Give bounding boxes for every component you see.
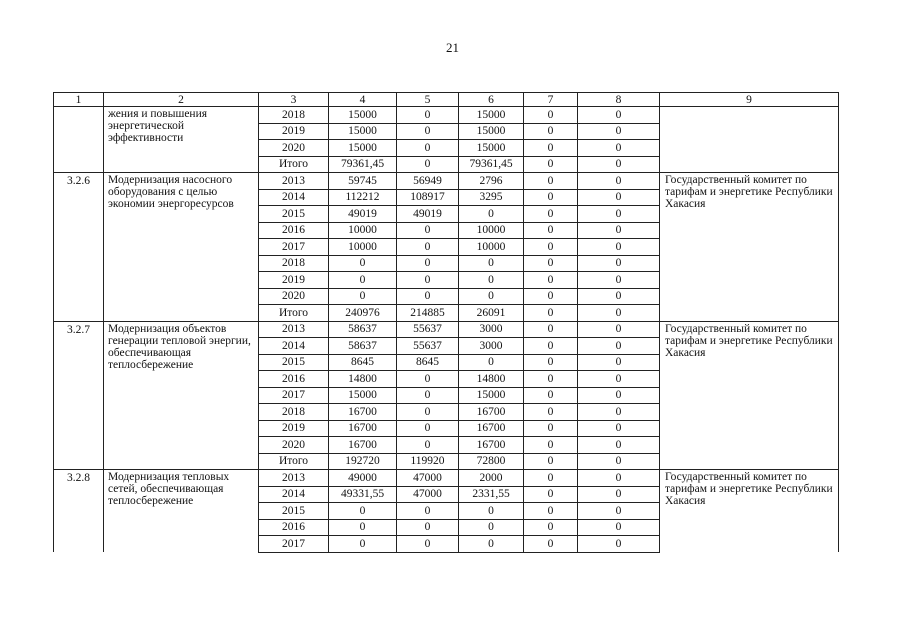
total-cell: 14800 [329,371,397,388]
year-cell: 2015 [259,503,329,520]
header-row [54,93,839,107]
regional-cell: 15000 [459,387,524,404]
municipal-cell: 0 [524,107,578,124]
regional-cell: 2000 [459,470,524,487]
municipal-cell: 0 [524,338,578,355]
federal-cell: 0 [397,371,459,388]
year-cell: 2014 [259,486,329,503]
column-header: 8 [578,93,660,107]
federal-cell: 47000 [397,470,459,487]
year-cell: 2016 [259,222,329,239]
extrabudget-cell: 0 [578,255,660,272]
federal-cell: 0 [397,420,459,437]
year-cell: 2019 [259,123,329,140]
extrabudget-cell: 0 [578,486,660,503]
total-cell: 240976 [329,305,397,322]
municipal-cell: 0 [524,486,578,503]
federal-cell: 0 [397,536,459,553]
federal-cell: 0 [397,107,459,124]
regional-cell: 2331,55 [459,486,524,503]
total-cell: 0 [329,288,397,305]
regional-cell: 26091 [459,305,524,322]
regional-cell: 0 [459,503,524,520]
extrabudget-cell: 0 [578,354,660,371]
regional-cell: 0 [459,354,524,371]
extrabudget-cell: 0 [578,140,660,157]
municipal-cell: 0 [524,371,578,388]
year-cell: 2019 [259,420,329,437]
municipal-cell: 0 [524,404,578,421]
responsible-executor: Государственный комитет по тарифам и энергетике Республики Хакасия [660,173,839,322]
item-name: Модернизация тепловых сетей, обеспечивающая теплосбережение [104,470,259,553]
total-cell: 16700 [329,437,397,454]
total-cell: 0 [329,503,397,520]
municipal-cell: 0 [524,189,578,206]
total-cell: 15000 [329,107,397,124]
regional-cell: 14800 [459,371,524,388]
item-code: 3.2.7 [54,321,104,470]
municipal-cell: 0 [524,536,578,553]
total-cell: 58637 [329,321,397,338]
regional-cell: 15000 [459,123,524,140]
regional-cell: 0 [459,519,524,536]
year-cell: 2017 [259,239,329,256]
extrabudget-cell: 0 [578,206,660,223]
total-cell: 15000 [329,123,397,140]
federal-cell: 108917 [397,189,459,206]
extrabudget-cell: 0 [578,387,660,404]
column-header: 7 [524,93,578,107]
federal-cell: 0 [397,387,459,404]
municipal-cell: 0 [524,420,578,437]
regional-cell: 16700 [459,404,524,421]
year-cell: 2017 [259,536,329,553]
municipal-cell: 0 [524,519,578,536]
year-cell: 2018 [259,255,329,272]
municipal-cell: 0 [524,470,578,487]
column-header: 6 [459,93,524,107]
total-cell: 112212 [329,189,397,206]
item-name: жения и повышения энергетической эффективности [104,107,259,173]
column-header: 9 [660,93,839,107]
year-cell: 2018 [259,107,329,124]
extrabudget-cell: 0 [578,404,660,421]
year-cell: 2015 [259,206,329,223]
extrabudget-cell: 0 [578,222,660,239]
extrabudget-cell: 0 [578,437,660,454]
federal-cell: 0 [397,239,459,256]
total-cell: 0 [329,536,397,553]
item-code: 3.2.8 [54,470,104,553]
year-cell: 2013 [259,321,329,338]
year-cell: 2020 [259,437,329,454]
regional-cell: 15000 [459,107,524,124]
total-cell: 8645 [329,354,397,371]
municipal-cell: 0 [524,272,578,289]
year-cell: 2013 [259,173,329,190]
total-cell: 10000 [329,222,397,239]
regional-cell: 0 [459,288,524,305]
regional-cell: 0 [459,206,524,223]
federal-cell: 0 [397,404,459,421]
municipal-cell: 0 [524,387,578,404]
column-header: 3 [259,93,329,107]
item-code: 3.2.6 [54,173,104,322]
federal-cell: 0 [397,272,459,289]
extrabudget-cell: 0 [578,107,660,124]
extrabudget-cell: 0 [578,321,660,338]
year-cell: 2017 [259,387,329,404]
table-row [54,321,839,338]
federal-cell: 0 [397,123,459,140]
extrabudget-cell: 0 [578,123,660,140]
extrabudget-cell: 0 [578,338,660,355]
federal-cell: 55637 [397,321,459,338]
total-cell: 15000 [329,387,397,404]
regional-cell: 16700 [459,437,524,454]
column-header: 2 [104,93,259,107]
regional-cell: 16700 [459,420,524,437]
total-cell: 49331,55 [329,486,397,503]
federal-cell: 8645 [397,354,459,371]
municipal-cell: 0 [524,503,578,520]
extrabudget-cell: 0 [578,305,660,322]
year-cell: Итого [259,305,329,322]
table-row [54,173,839,190]
federal-cell: 49019 [397,206,459,223]
responsible-executor [660,107,839,173]
federal-cell: 0 [397,140,459,157]
total-cell: 192720 [329,453,397,470]
extrabudget-cell: 0 [578,420,660,437]
total-cell: 0 [329,255,397,272]
extrabudget-cell: 0 [578,519,660,536]
regional-cell: 3000 [459,321,524,338]
municipal-cell: 0 [524,156,578,173]
year-cell: 2014 [259,189,329,206]
municipal-cell: 0 [524,123,578,140]
municipal-cell: 0 [524,239,578,256]
regional-cell: 10000 [459,239,524,256]
year-cell: Итого [259,453,329,470]
year-cell: 2020 [259,140,329,157]
table-row [54,107,839,124]
table-body [54,93,839,553]
federal-cell: 0 [397,255,459,272]
item-name: Модернизация объектов генерации тепловой энергии, обеспечивающая теплосбережение [104,321,259,470]
total-cell: 79361,45 [329,156,397,173]
regional-cell: 10000 [459,222,524,239]
municipal-cell: 0 [524,288,578,305]
year-cell: 2016 [259,371,329,388]
extrabudget-cell: 0 [578,156,660,173]
extrabudget-cell: 0 [578,173,660,190]
federal-cell: 119920 [397,453,459,470]
extrabudget-cell: 0 [578,272,660,289]
federal-cell: 0 [397,437,459,454]
regional-cell: 3000 [459,338,524,355]
year-cell: Итого [259,156,329,173]
table-row [54,470,839,487]
municipal-cell: 0 [524,173,578,190]
extrabudget-cell: 0 [578,189,660,206]
total-cell: 0 [329,272,397,289]
extrabudget-cell: 0 [578,453,660,470]
regional-cell: 2796 [459,173,524,190]
extrabudget-cell: 0 [578,536,660,553]
total-cell: 0 [329,519,397,536]
municipal-cell: 0 [524,206,578,223]
extrabudget-cell: 0 [578,503,660,520]
federal-cell: 0 [397,156,459,173]
regional-cell: 3295 [459,189,524,206]
federal-cell: 0 [397,503,459,520]
federal-cell: 47000 [397,486,459,503]
federal-cell: 214885 [397,305,459,322]
year-cell: 2016 [259,519,329,536]
municipal-cell: 0 [524,140,578,157]
federal-cell: 0 [397,288,459,305]
municipal-cell: 0 [524,255,578,272]
extrabudget-cell: 0 [578,470,660,487]
federal-cell: 55637 [397,338,459,355]
municipal-cell: 0 [524,222,578,239]
responsible-executor: Государственный комитет по тарифам и энергетике Республики Хакасия [660,321,839,470]
extrabudget-cell: 0 [578,371,660,388]
regional-cell: 72800 [459,453,524,470]
total-cell: 59745 [329,173,397,190]
regional-cell: 79361,45 [459,156,524,173]
year-cell: 2019 [259,272,329,289]
column-header: 5 [397,93,459,107]
federal-cell: 0 [397,519,459,536]
municipal-cell: 0 [524,305,578,322]
regional-cell: 0 [459,536,524,553]
total-cell: 49000 [329,470,397,487]
year-cell: 2018 [259,404,329,421]
page-number: 21 [446,40,459,55]
year-cell: 2015 [259,354,329,371]
regional-cell: 15000 [459,140,524,157]
total-cell: 10000 [329,239,397,256]
year-cell: 2020 [259,288,329,305]
total-cell: 16700 [329,404,397,421]
total-cell: 16700 [329,420,397,437]
item-name: Модернизация насосного оборудования с целью экономии энергоресурсов [104,173,259,322]
federal-cell: 0 [397,222,459,239]
item-code [54,107,104,173]
regional-cell: 0 [459,272,524,289]
extrabudget-cell: 0 [578,239,660,256]
year-cell: 2014 [259,338,329,355]
municipal-cell: 0 [524,354,578,371]
program-table [53,92,839,553]
municipal-cell: 0 [524,453,578,470]
total-cell: 58637 [329,338,397,355]
column-header: 1 [54,93,104,107]
total-cell: 15000 [329,140,397,157]
federal-cell: 56949 [397,173,459,190]
responsible-executor: Государственный комитет по тарифам и энергетике Республики Хакасия [660,470,839,553]
municipal-cell: 0 [524,437,578,454]
total-cell: 49019 [329,206,397,223]
extrabudget-cell: 0 [578,288,660,305]
regional-cell: 0 [459,255,524,272]
year-cell: 2013 [259,470,329,487]
column-header: 4 [329,93,397,107]
municipal-cell: 0 [524,321,578,338]
